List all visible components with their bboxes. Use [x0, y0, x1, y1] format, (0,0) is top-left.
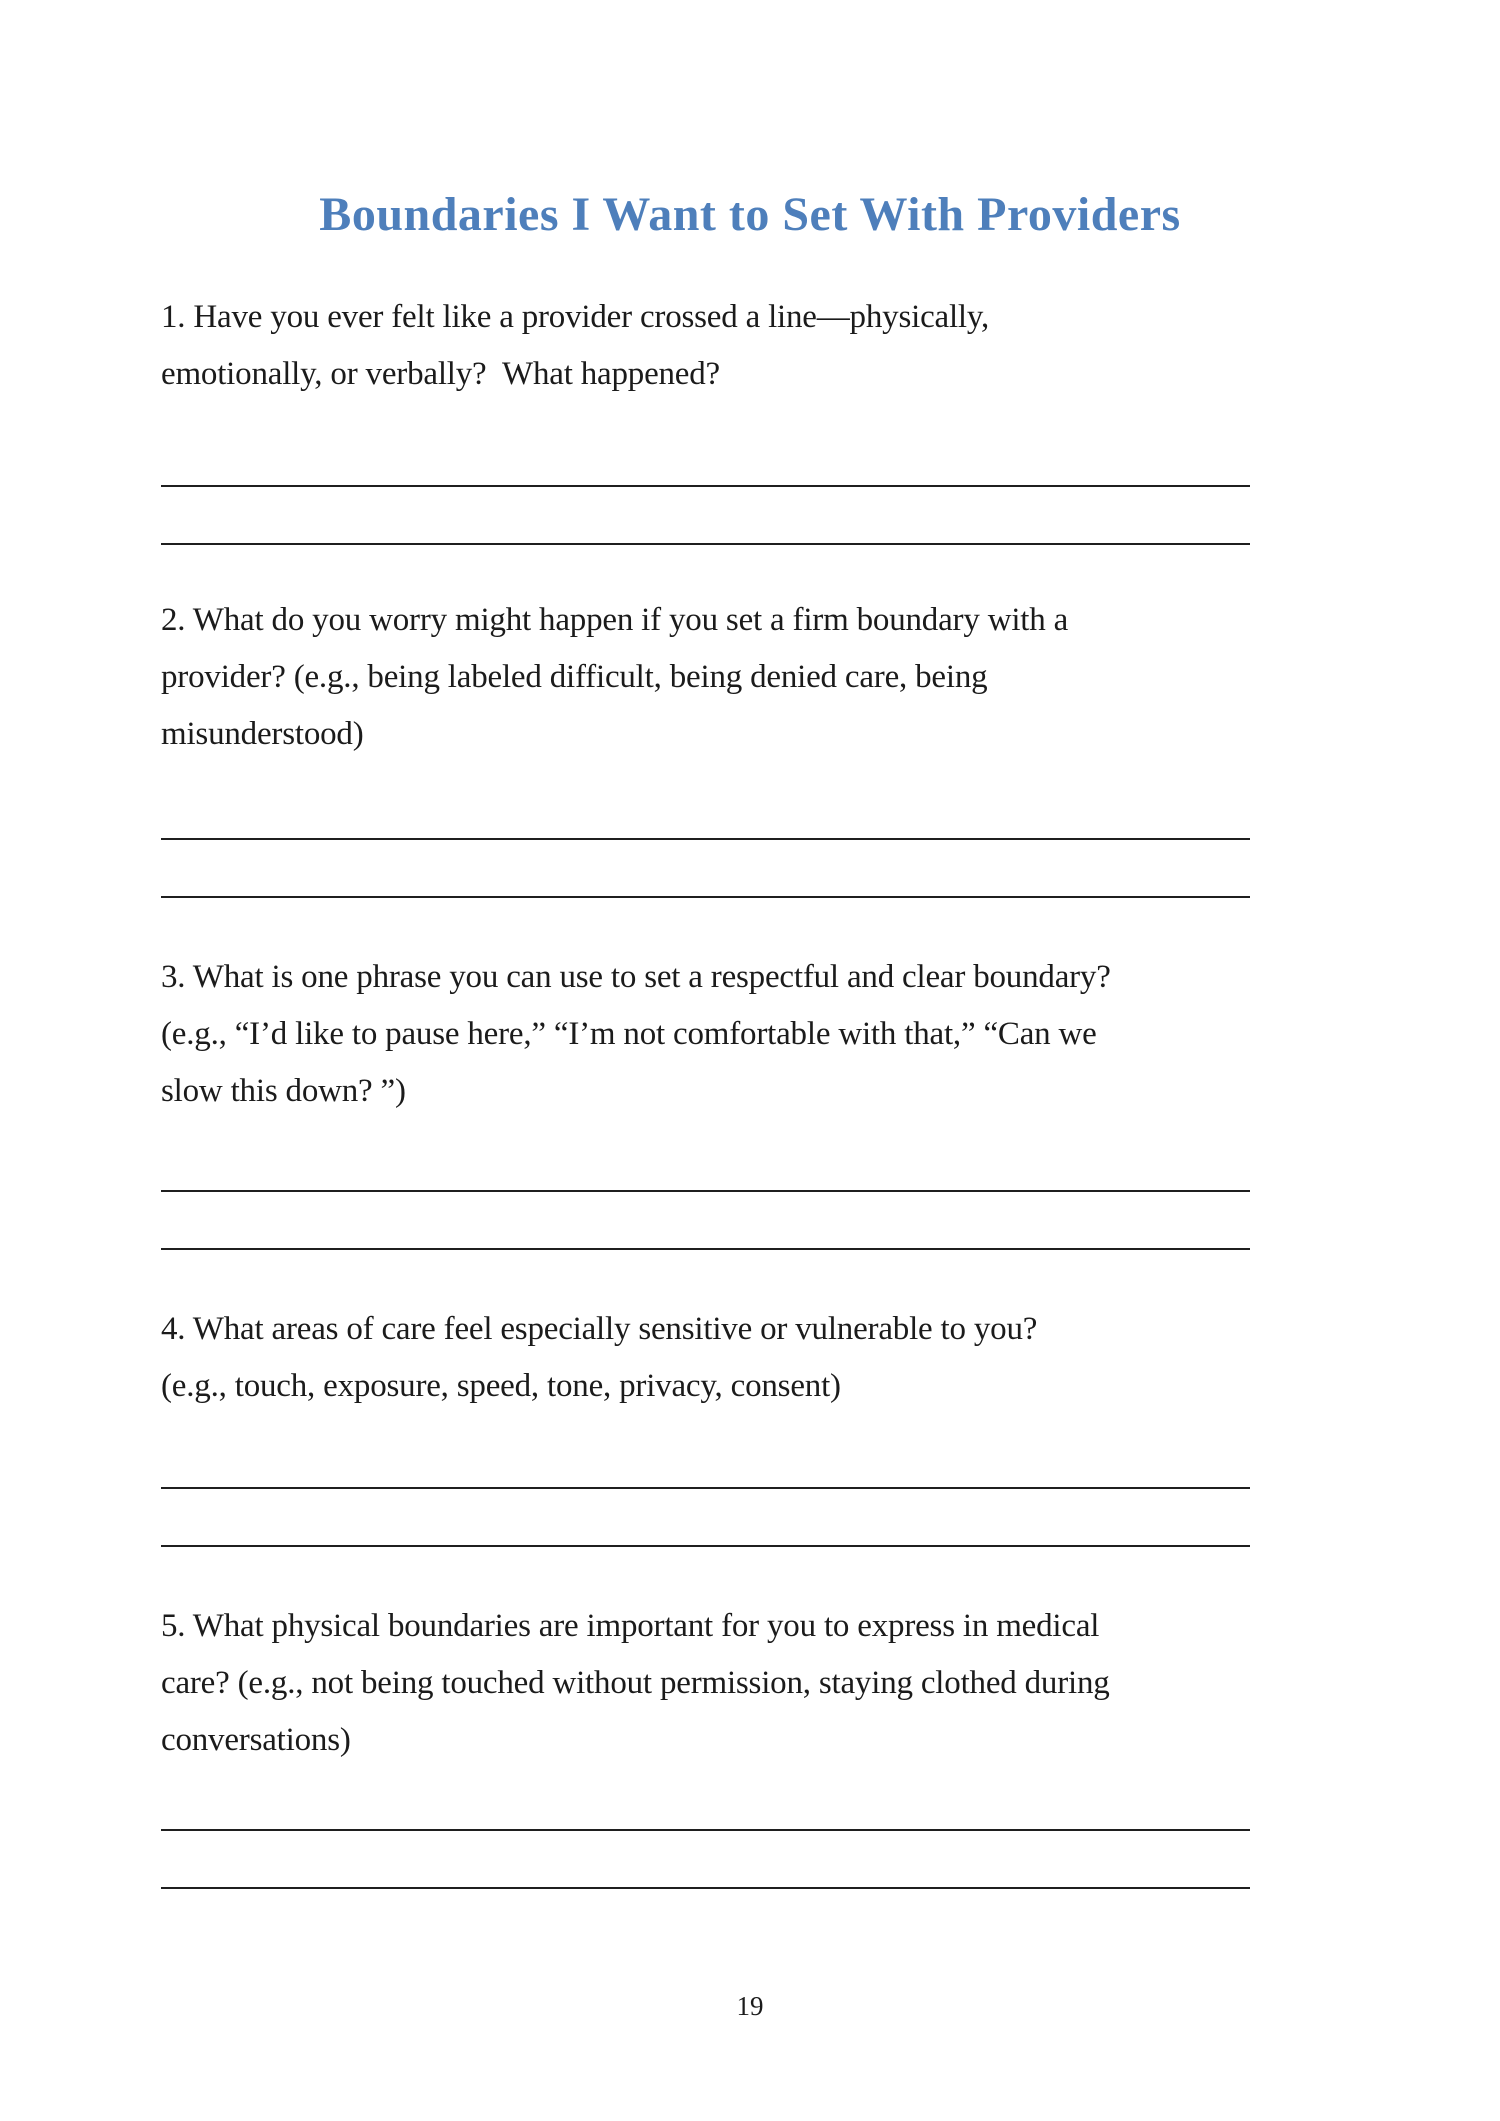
question-3	[161, 949, 1351, 1120]
question-2	[161, 592, 1351, 763]
answer-lines-question-3	[161, 1134, 1250, 1250]
answer-line	[161, 1192, 1250, 1250]
question-text-line: provider? (e.g., being labeled difficult, being denied care, being	[161, 659, 988, 695]
question-text-line: conversations)	[161, 1722, 351, 1758]
answer-line	[161, 429, 1250, 487]
question-text-line: care? (e.g., not being touched without permission, staying clothed during	[161, 1665, 1110, 1701]
answer-line	[161, 1831, 1250, 1889]
answer-line	[161, 1773, 1250, 1831]
question-text-line: slow this down? ”)	[161, 1073, 406, 1109]
question-1	[161, 289, 1351, 403]
question-text-line: misunderstood)	[161, 716, 364, 752]
question-5	[161, 1598, 1351, 1769]
question-text-line: 2. What do you worry might happen if you set a firm boundary with a	[161, 602, 1069, 638]
question-text-line: emotionally, or verbally? What happened?	[161, 356, 721, 392]
answer-lines-question-4	[161, 1431, 1250, 1547]
answer-lines-question-5	[161, 1773, 1250, 1889]
question-text-line: (e.g., “I’d like to pause here,” “I’m not comfortable with that,” “Can we	[161, 1016, 1097, 1052]
answer-line	[161, 487, 1250, 545]
answer-line	[161, 1431, 1250, 1489]
answer-line	[161, 1489, 1250, 1547]
question-text-line: 1. Have you ever felt like a provider crossed a line—physically,	[161, 299, 990, 335]
question-text-line: 4. What areas of care feel especially sensitive or vulnerable to you?	[161, 1311, 1038, 1347]
answer-line	[161, 840, 1250, 898]
question-4	[161, 1301, 1351, 1415]
answer-lines-question-1	[161, 429, 1250, 545]
answer-lines-question-2	[161, 782, 1250, 898]
question-text-line: (e.g., touch, exposure, speed, tone, privacy, consent)	[161, 1368, 841, 1404]
page-title: Boundaries I Want to Set With Providers	[319, 188, 1181, 241]
answer-line	[161, 782, 1250, 840]
question-text-line: 3. What is one phrase you can use to set a respectful and clear boundary?	[161, 959, 1111, 995]
question-text-line: 5. What physical boundaries are important for you to express in medical	[161, 1608, 1100, 1644]
page-number: 19	[736, 1991, 764, 2021]
answer-line	[161, 1134, 1250, 1192]
